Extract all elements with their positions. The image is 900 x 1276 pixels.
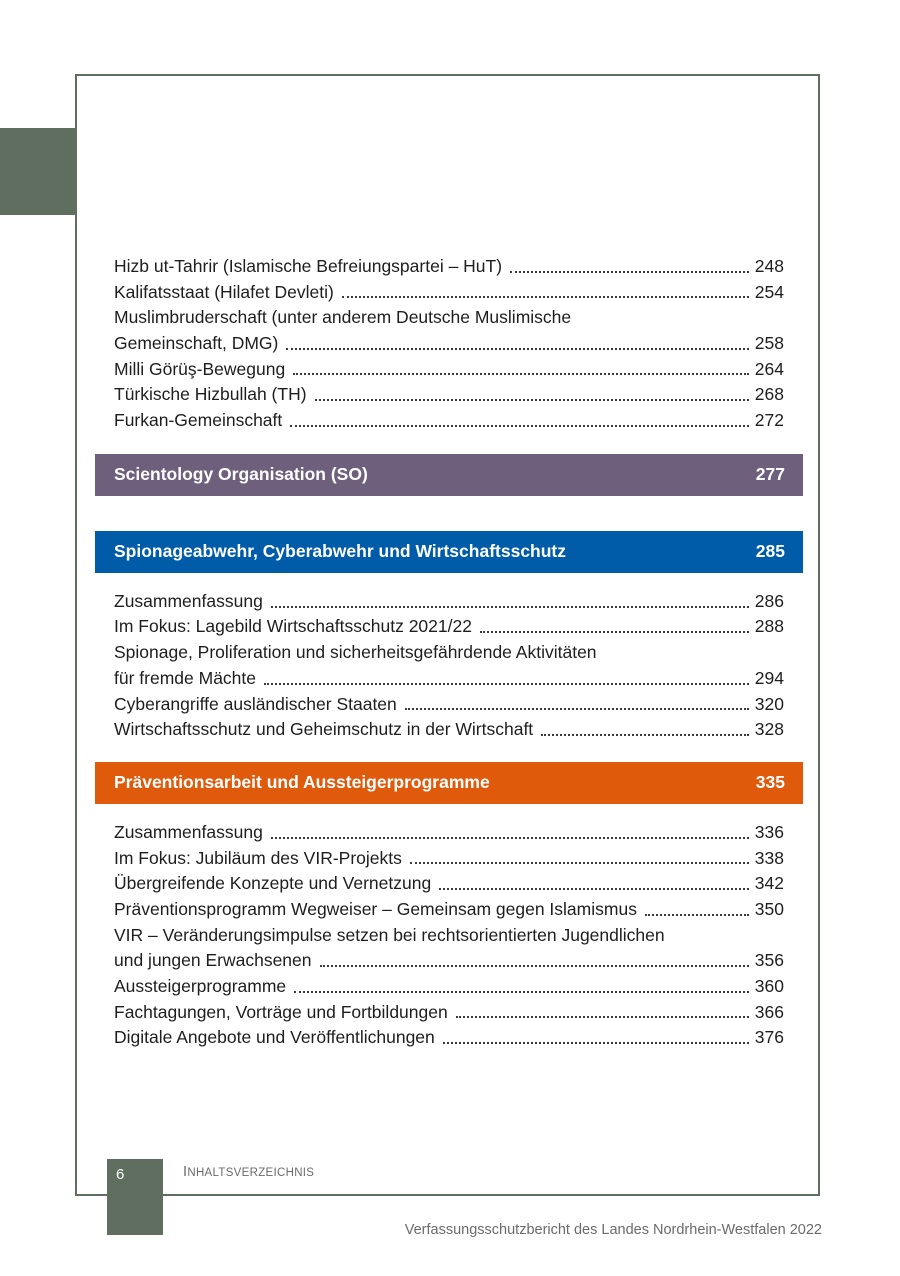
- section-page: 335: [755, 772, 785, 793]
- toc-entry-title: Im Fokus: Lagebild Wirtschaftsschutz 2021/22: [114, 616, 472, 637]
- toc-group-spionage: [95, 589, 803, 743]
- toc-entry[interactable]: [114, 615, 784, 641]
- leader-dots: [342, 296, 749, 298]
- table-of-contents: [95, 254, 803, 1051]
- toc-entry[interactable]: [114, 589, 784, 615]
- section-page: 285: [755, 541, 785, 562]
- leader-dots: [456, 1016, 749, 1018]
- toc-entry-page: 264: [754, 358, 784, 379]
- toc-entry-page: 268: [754, 384, 784, 405]
- toc-entry-page: 254: [754, 281, 784, 302]
- leader-dots: [410, 862, 749, 864]
- toc-entry-page: 360: [754, 976, 784, 997]
- leader-dots: [510, 271, 749, 273]
- leader-dots: [271, 837, 749, 839]
- toc-entry-line1[interactable]: [114, 305, 784, 331]
- running-head-rest: NHALTSVERZEICHNIS: [187, 1167, 315, 1179]
- toc-entry-page: 366: [754, 1001, 784, 1022]
- toc-entry-title: Spionage, Proliferation und sicherheitsgefährdende Aktivitäten: [114, 642, 597, 663]
- toc-entry-page: 350: [754, 898, 784, 919]
- toc-entry-page: 294: [754, 667, 784, 688]
- leader-dots: [271, 606, 749, 608]
- toc-group-islamism: [95, 254, 803, 434]
- toc-entry-title: Zusammenfassung: [114, 590, 263, 611]
- page-number: 6: [116, 1166, 125, 1183]
- leader-dots: [293, 373, 749, 375]
- leader-dots: [405, 708, 749, 710]
- toc-entry[interactable]: [114, 846, 784, 872]
- side-tab-marker: [0, 128, 75, 215]
- toc-entry-line2[interactable]: [114, 331, 784, 357]
- toc-entry-title: Milli Görüş-Bewegung: [114, 358, 286, 379]
- toc-group-praevention: [95, 820, 803, 1051]
- section-title: Scientology Organisation (SO): [114, 464, 368, 485]
- toc-entry[interactable]: [114, 280, 784, 306]
- toc-entry-title: für fremde Mächte: [114, 667, 256, 688]
- toc-entry[interactable]: [114, 382, 784, 408]
- section-header-praevention[interactable]: [95, 762, 803, 804]
- toc-entry-page: 272: [754, 410, 784, 431]
- toc-entry-title: Fachtagungen, Vorträge und Fortbildungen: [114, 1001, 448, 1022]
- toc-entry-title: Cyberangriffe ausländischer Staaten: [114, 693, 397, 714]
- leader-dots: [439, 888, 749, 890]
- toc-entry-title: Präventionsprogramm Wegweiser – Gemeinsam gegen Islamismus: [114, 898, 637, 919]
- toc-entry-page: 320: [754, 693, 784, 714]
- page-number-box: [107, 1159, 163, 1235]
- running-head: [183, 1164, 314, 1180]
- section-page: 277: [755, 464, 785, 485]
- toc-entry-title: Übergreifende Konzepte und Vernetzung: [114, 873, 432, 894]
- toc-entry-page: 328: [754, 719, 784, 740]
- toc-entry-title: Zusammenfassung: [114, 821, 263, 842]
- toc-entry-title: Kalifatsstaat (Hilafet Devleti): [114, 281, 334, 302]
- toc-entry-page: 342: [754, 873, 784, 894]
- toc-entry-page: 356: [754, 950, 784, 971]
- toc-entry-title: und jungen Erwachsenen: [114, 950, 312, 971]
- toc-entry[interactable]: [114, 408, 784, 434]
- leader-dots: [320, 965, 749, 967]
- toc-entry-title: Hizb ut-Tahrir (Islamische Befreiungspartei – HuT): [114, 255, 503, 276]
- toc-entry-page: 286: [754, 590, 784, 611]
- toc-entry[interactable]: [114, 974, 784, 1000]
- leader-dots: [294, 991, 749, 993]
- toc-entry-page: 336: [754, 821, 784, 842]
- leader-dots: [286, 348, 748, 350]
- toc-entry-line1[interactable]: [114, 640, 784, 666]
- leader-dots: [315, 399, 749, 401]
- toc-entry-title: Im Fokus: Jubiläum des VIR-Projekts: [114, 847, 402, 868]
- leader-dots: [541, 734, 749, 736]
- section-header-scientology[interactable]: [95, 454, 803, 496]
- toc-entry[interactable]: [114, 692, 784, 718]
- toc-entry-page: 338: [754, 847, 784, 868]
- toc-entry-page: 258: [754, 333, 784, 354]
- toc-entry-page: 376: [754, 1027, 784, 1048]
- toc-entry-title: Muslimbruderschaft (unter anderem Deutsche Muslimische: [114, 307, 572, 328]
- toc-entry[interactable]: [114, 717, 784, 743]
- toc-entry[interactable]: [114, 871, 784, 897]
- toc-entry[interactable]: [114, 820, 784, 846]
- toc-entry-title: VIR – Veränderungsimpulse setzen bei rechtsorientierten Jugendlichen: [114, 924, 665, 945]
- section-title: Präventionsarbeit und Aussteigerprogramme: [114, 772, 490, 793]
- toc-entry-title: Gemeinschaft, DMG): [114, 333, 279, 354]
- toc-entry-line2[interactable]: [114, 666, 784, 692]
- toc-entry-title: Wirtschaftsschutz und Geheimschutz in der Wirtschaft: [114, 719, 534, 740]
- toc-entry-line2[interactable]: [114, 948, 784, 974]
- running-head-initial: I: [183, 1164, 188, 1180]
- toc-entry-page: 248: [754, 255, 784, 276]
- toc-entry-title: Furkan-Gemeinschaft: [114, 410, 283, 431]
- leader-dots: [443, 1042, 749, 1044]
- leader-dots: [290, 425, 749, 427]
- toc-entry-title: Aussteigerprogramme: [114, 976, 287, 997]
- toc-entry[interactable]: [114, 357, 784, 383]
- toc-entry-page: 288: [754, 616, 784, 637]
- leader-dots: [264, 683, 749, 685]
- leader-dots: [480, 631, 749, 633]
- toc-entry-title: Digitale Angebote und Veröffentlichungen: [114, 1027, 435, 1048]
- toc-entry[interactable]: [114, 1025, 784, 1051]
- toc-entry[interactable]: [114, 897, 784, 923]
- section-header-spionage[interactable]: [95, 531, 803, 573]
- toc-entry[interactable]: [114, 254, 784, 280]
- leader-dots: [645, 914, 749, 916]
- section-title: Spionageabwehr, Cyberabwehr und Wirtschaftsschutz: [114, 541, 567, 562]
- publication-title: Verfassungsschutzbericht des Landes Nordrhein-Westfalen 2022: [404, 1222, 822, 1238]
- toc-entry[interactable]: [114, 1000, 784, 1026]
- toc-entry-line1[interactable]: [114, 923, 784, 949]
- toc-entry-title: Türkische Hizbullah (TH): [114, 384, 307, 405]
